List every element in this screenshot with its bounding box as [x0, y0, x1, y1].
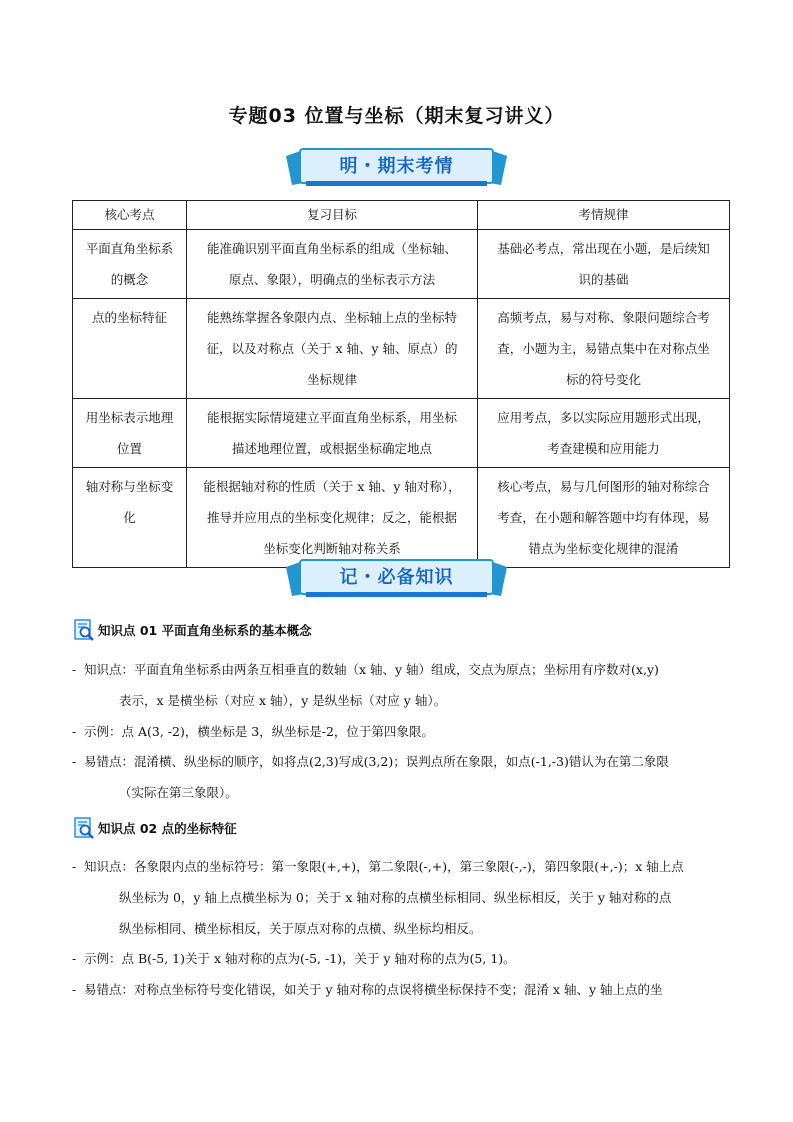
- cell-line: 平面直角坐标系: [85, 241, 174, 256]
- knowledge-point-title: 知识点 01 平面直角坐标系的基本概念: [98, 623, 312, 638]
- exam-overview-table: [72, 200, 730, 568]
- magnifier-document-icon: [72, 618, 96, 642]
- table-cell-goal: [187, 230, 478, 299]
- bullet-dash: -: [72, 724, 77, 739]
- cell-line: 征，以及对称点（关于 x 轴、y 轴、原点）的: [206, 341, 458, 356]
- knowledge-point-heading: [72, 618, 312, 642]
- cell-line: 高频考点，易与对称、象限问题综合考: [497, 310, 710, 325]
- bullet-line: 易错点：对称点坐标符号变化错误，如关于 y 轴对称的点误将横坐标保持不变；混淆 x 轴、y 轴上点的坐: [84, 982, 663, 997]
- page-title: 专题03 位置与坐标（期末复习讲义）: [228, 105, 565, 127]
- cell-line: 用坐标表示地理: [85, 410, 174, 425]
- cell-line: 能准确识别平面直角坐标系的组成（坐标轴、: [206, 241, 457, 256]
- cell-line: 基础必考点，常出现在小题，是后续知: [497, 241, 710, 256]
- cell-line: 识的基础: [578, 272, 629, 287]
- bullet-pitfall: [72, 974, 730, 1005]
- cell-line: 坐标变化判断轴对称关系: [263, 541, 401, 556]
- section-banner-exam-analysis: [286, 146, 507, 188]
- table-cell-pattern: [478, 230, 730, 299]
- table-header-row: [73, 201, 730, 230]
- cell-line: 考查，在小题和解答题中均有体现，易: [497, 510, 710, 525]
- table-cell-topic: [73, 468, 187, 568]
- table-row: [73, 299, 730, 399]
- table-cell-topic: [73, 299, 187, 399]
- bullet-line: 易错点：混淆横、纵坐标的顺序，如将点(2,3)写成(3,2)；误判点所在象限，如点(-1,-3)错认为在第二象限: [84, 754, 669, 769]
- banner-title: 明・期末考情: [339, 156, 454, 177]
- table-row: [73, 399, 730, 468]
- cell-line: 原点、象限），明确点的坐标表示方法: [228, 272, 436, 287]
- bullet-line: （实际在第三象限）。: [119, 785, 238, 800]
- bullet-dash: -: [72, 982, 77, 997]
- cell-line: 错点为坐标变化规律的混淆: [528, 541, 679, 556]
- cell-line: 能熟练掌握各象限内点、坐标轴上点的坐标特: [206, 310, 457, 325]
- knowledge-point-heading: [72, 816, 237, 840]
- cell-line: 化: [123, 510, 136, 525]
- cell-line: 点的坐标特征: [91, 310, 167, 325]
- cell-line: 查，小题为主，易错点集中在对称点坐: [497, 341, 710, 356]
- cell-line: 轴对称与坐标变: [85, 479, 174, 494]
- bullet-line: 知识点：平面直角坐标系由两条互相垂直的数轴（x 轴、y 轴）组成，交点为原点；坐标用有序数对(x,y): [84, 662, 659, 677]
- bullet-line: 知识点：各象限内点的坐标符号：第一象限(+,+)，第二象限(-,+)，第三象限(-,-)，第四象限(+,-)；x 轴上点: [84, 859, 684, 874]
- bullet-line: 示例：点 A(3, -2)，横坐标是 3，纵坐标是-2，位于第四象限。: [84, 724, 434, 739]
- cell-line: 坐标规律: [306, 372, 357, 387]
- cell-line: 推导并应用点的坐标变化规律；反之，能根据: [206, 510, 457, 525]
- table-header-cell: 复习目标: [187, 201, 478, 230]
- cell-line: 考查建模和应用能力: [547, 441, 660, 456]
- section-banner-knowledge: [286, 557, 507, 599]
- cell-line: 能根据轴对称的性质（关于 x 轴、y 轴对称），: [203, 479, 461, 494]
- table-header-cell: 考情规律: [478, 201, 730, 230]
- banner-title: 记・必备知识: [339, 567, 454, 588]
- cell-line: 核心考点，易与几何图形的轴对称综合: [497, 479, 710, 494]
- table-cell-pattern: [478, 299, 730, 399]
- bullet-pitfall: [72, 746, 730, 808]
- cell-line: 应用考点，多以实际应用题形式出现，: [497, 410, 710, 425]
- bullet-dash: -: [72, 951, 77, 966]
- cell-line: 位置: [116, 441, 142, 456]
- table-cell-goal: [187, 468, 478, 568]
- bullet-example: [72, 943, 730, 974]
- table-row: [73, 468, 730, 568]
- table-cell-topic: [73, 399, 187, 468]
- knowledge-point-title: 知识点 02 点的坐标特征: [98, 821, 237, 836]
- bullet-line: 纵坐标为 0，y 轴上点横坐标为 0；关于 x 轴对称的点横坐标相同、纵坐标相反，关于 y 轴对称的点: [119, 890, 672, 905]
- table-cell-goal: [187, 299, 478, 399]
- bullet-knowledge: [72, 654, 730, 716]
- bullet-knowledge: [72, 851, 730, 944]
- cell-line: 描述地理位置，或根据坐标确定地点: [231, 441, 432, 456]
- bullet-dash: -: [72, 754, 77, 769]
- table-cell-pattern: [478, 399, 730, 468]
- bullet-dash: -: [72, 859, 77, 874]
- cell-line: 的概念: [110, 272, 149, 287]
- bullet-example: [72, 716, 730, 747]
- bullet-line: 示例：点 B(-5, 1)关于 x 轴对称的点为(-5, -1)，关于 y 轴对称的点为(5, 1)。: [84, 951, 516, 966]
- table-header-cell: 核心考点: [73, 201, 187, 230]
- bullet-line: 纵坐标相同、横坐标相反，关于原点对称的点横、纵坐标均相反。: [119, 921, 482, 936]
- bullet-line: 表示，x 是横坐标（对应 x 轴），y 是纵坐标（对应 y 轴）。: [119, 693, 447, 708]
- table-row: [73, 230, 730, 299]
- magnifier-document-icon: [72, 816, 96, 840]
- table-cell-goal: [187, 399, 478, 468]
- table-cell-topic: [73, 230, 187, 299]
- table-cell-pattern: [478, 468, 730, 568]
- cell-line: 能根据实际情境建立平面直角坐标系，用坐标: [206, 410, 457, 425]
- bullet-dash: -: [72, 662, 77, 677]
- cell-line: 标的符号变化: [565, 372, 641, 387]
